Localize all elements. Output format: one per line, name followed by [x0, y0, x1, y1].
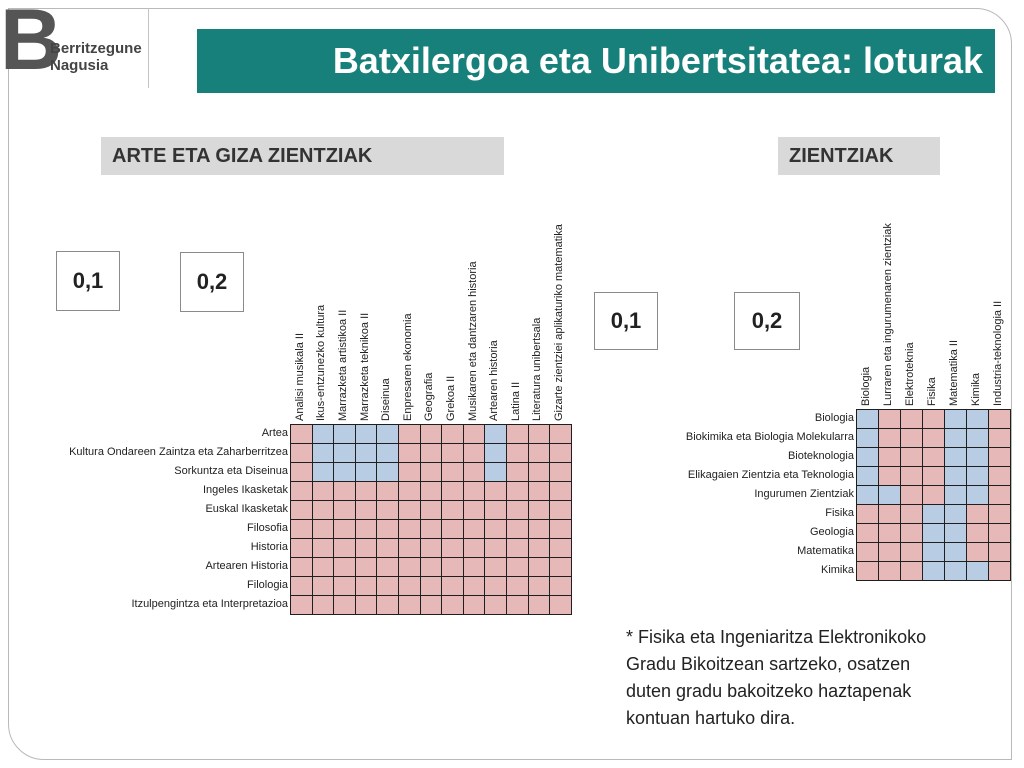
right_matrix-cell — [922, 428, 945, 448]
left_matrix-cell — [420, 576, 443, 596]
footnote — [626, 624, 996, 732]
left_matrix-cell — [441, 481, 464, 501]
left_matrix-cell — [528, 481, 551, 501]
left_matrix-cell — [463, 500, 486, 520]
left_matrix-cell — [312, 557, 335, 577]
right_matrix-cell — [988, 542, 1011, 562]
left_matrix-cell — [506, 576, 529, 596]
left_matrix-row-head: Euskal Ikasketak — [205, 503, 288, 515]
left_matrix-cell — [506, 481, 529, 501]
right_matrix-cell — [966, 504, 989, 524]
left_matrix-cell — [376, 576, 399, 596]
right_matrix-cell — [900, 428, 923, 448]
left_matrix-cell — [528, 538, 551, 558]
left_matrix-cell — [420, 557, 443, 577]
left_matrix-cell — [290, 462, 313, 482]
divider-line — [148, 8, 149, 88]
left_matrix-cell — [463, 481, 486, 501]
right_matrix-cell — [966, 542, 989, 562]
left_matrix-cell — [484, 443, 507, 463]
left_matrix-cell — [463, 576, 486, 596]
left_matrix-row-head: Filosofia — [247, 522, 288, 534]
left_matrix-col-head: Artearen historia — [488, 340, 501, 421]
left_matrix-cell — [312, 424, 335, 444]
right_matrix-cell — [922, 485, 945, 505]
right_matrix-col-head: Fisika — [926, 377, 938, 406]
right_matrix-row-head: Biologia — [814, 412, 854, 424]
left_matrix-cell — [441, 557, 464, 577]
left_matrix-cell — [549, 424, 572, 444]
left_matrix-cell — [420, 424, 443, 444]
right_matrix-cell — [966, 485, 989, 505]
logo-line-1: Berritzegune — [50, 40, 142, 57]
right_matrix-cell — [856, 542, 879, 562]
left_matrix-cell — [528, 462, 551, 482]
right_matrix-cell — [944, 561, 967, 581]
left_matrix-cell — [376, 595, 399, 615]
right_matrix-col-head: Lurraren eta ingurumenaren zientziak — [882, 223, 894, 406]
left_matrix-row-head: Ingeles Ikasketak — [203, 484, 288, 496]
left_matrix-cell — [528, 557, 551, 577]
left_matrix-cell — [549, 538, 572, 558]
left_matrix-cell — [441, 424, 464, 444]
logo-letter: B — [0, 0, 59, 88]
left_matrix-cell — [376, 557, 399, 577]
right_matrix-cell — [878, 561, 901, 581]
right_matrix-row-head: Elikagaien Zientzia eta Teknologia — [687, 469, 854, 481]
right_matrix-cell — [878, 523, 901, 543]
left_matrix-cell — [333, 519, 356, 539]
right_matrix-row-head: Fisika — [825, 507, 854, 519]
left_matrix-cell — [398, 462, 421, 482]
left_matrix-cell — [420, 500, 443, 520]
right_matrix-cell — [856, 428, 879, 448]
right_matrix-cell — [988, 523, 1011, 543]
left_matrix-cell — [420, 462, 443, 482]
right_matrix-row-head: Bioteknologia — [787, 450, 854, 462]
left_matrix-col-head: Marrazketa artistikoa II — [337, 309, 349, 421]
left_matrix-cell — [506, 557, 529, 577]
left_matrix-cell — [312, 481, 335, 501]
left_matrix-cell — [441, 595, 464, 615]
left_matrix-cell — [290, 424, 313, 444]
left_matrix-cell — [333, 557, 356, 577]
left_matrix-cell — [463, 538, 486, 558]
right_matrix-cell — [922, 523, 945, 543]
left_matrix-col-head: Geografia — [423, 372, 436, 421]
left_matrix-cell — [463, 462, 486, 482]
right_matrix-col-head: Biologia — [860, 366, 872, 406]
right_matrix-cell — [900, 542, 923, 562]
left_matrix-cell — [376, 519, 399, 539]
left_matrix-cell — [484, 481, 507, 501]
right_matrix-row-head: Kimika — [820, 564, 854, 576]
right_matrix-cell — [856, 466, 879, 486]
left_matrix-row-head: Artearen Historia — [205, 560, 288, 572]
right_matrix-row-head: Ingurumen Zientziak — [754, 488, 854, 500]
left_matrix-cell — [312, 538, 335, 558]
left_matrix-col-head: Marrazketa teknikoa II — [358, 312, 371, 421]
left_matrix-cell — [376, 443, 399, 463]
legend-left-blue: 0,2 — [180, 252, 244, 312]
left_matrix-cell — [312, 595, 335, 615]
left_matrix-cell — [376, 424, 399, 444]
footnote-line-4: kontuan hartuko dira. — [626, 708, 796, 728]
left_matrix-cell — [398, 557, 421, 577]
left_matrix-cell — [290, 595, 313, 615]
left_matrix-cell — [333, 443, 356, 463]
left_matrix-cell — [355, 481, 378, 501]
right_matrix-col-head: Kimika — [970, 372, 982, 406]
left_matrix-cell — [398, 424, 421, 444]
footnote-line-3: duten gradu bakoitzeko haztapenak — [626, 681, 912, 701]
section-label-right: ZIENTZIAK — [778, 137, 940, 175]
left_matrix-cell — [441, 500, 464, 520]
right_matrix-col-head: Elektroteknia — [904, 342, 916, 406]
left_matrix-cell — [376, 481, 399, 501]
right_matrix-row-head: Matematika — [797, 545, 854, 557]
left_matrix-col-head: Diseinua — [380, 378, 393, 421]
right_matrix-cell — [900, 409, 923, 429]
left_matrix-col-head: Musikaren eta dantzaren historia — [466, 261, 479, 421]
left_matrix-cell — [355, 443, 378, 463]
left_matrix-cell — [420, 443, 443, 463]
right_matrix-cell — [900, 523, 923, 543]
left_matrix-col-head: Gizarte zientziei aplikaturiko matematika — [553, 224, 565, 421]
right_matrix-cell — [900, 561, 923, 581]
right_matrix-cell — [878, 447, 901, 467]
right_matrix-cell — [856, 447, 879, 467]
left_matrix-cell — [312, 443, 335, 463]
right_matrix-cell — [922, 409, 945, 429]
right_matrix-cell — [944, 428, 967, 448]
right_matrix-cell — [944, 504, 967, 524]
right_matrix-cell — [878, 466, 901, 486]
left_matrix-cell — [549, 481, 572, 501]
left_matrix-cell — [376, 538, 399, 558]
left_matrix-cell — [333, 576, 356, 596]
legend-right-pink: 0,1 — [594, 292, 658, 350]
left_matrix-cell — [549, 462, 572, 482]
left_matrix-cell — [506, 424, 529, 444]
left_matrix-col-head: Analisi musikala II — [293, 332, 306, 421]
right_matrix-cell — [900, 466, 923, 486]
right_matrix-cell — [944, 523, 967, 543]
left_matrix-cell — [484, 424, 507, 444]
left_matrix-cell — [355, 500, 378, 520]
left_matrix-cell — [528, 424, 551, 444]
left_matrix-cell — [484, 519, 507, 539]
left_matrix-cell — [333, 538, 356, 558]
left_matrix-cell — [355, 424, 378, 444]
left_matrix-cell — [528, 576, 551, 596]
left_matrix-cell — [484, 462, 507, 482]
left_matrix-cell — [290, 557, 313, 577]
right_matrix-cell — [988, 504, 1011, 524]
left_matrix-cell — [290, 519, 313, 539]
left_matrix-cell — [420, 519, 443, 539]
left_matrix-row-head: Kultura Ondareen Zaintza eta Zaharberritzea — [69, 446, 288, 458]
left_matrix-row-head: Historia — [250, 541, 288, 553]
left_matrix-cell — [441, 519, 464, 539]
left_matrix-cell — [420, 481, 443, 501]
left_matrix-cell — [549, 576, 572, 596]
left_matrix-cell — [398, 481, 421, 501]
right_matrix-cell — [966, 523, 989, 543]
right_matrix-cell — [900, 504, 923, 524]
left_matrix-cell — [290, 538, 313, 558]
left_matrix-col-head: Enpresaren ekonomia — [401, 313, 414, 421]
right_matrix-cell — [988, 466, 1011, 486]
left_matrix-cell — [506, 443, 529, 463]
left_matrix-cell — [333, 462, 356, 482]
right_matrix-cell — [988, 561, 1011, 581]
logo-text — [50, 40, 142, 74]
left_matrix-row-head: Itzulpengintza eta Interpretazioa — [131, 598, 288, 610]
logo-line-2: Nagusia — [50, 57, 109, 74]
left_matrix-cell — [312, 519, 335, 539]
left_matrix-cell — [463, 595, 486, 615]
left_matrix-cell — [420, 595, 443, 615]
left_matrix-cell — [333, 500, 356, 520]
left_matrix-cell — [484, 595, 507, 615]
left_matrix-cell — [312, 500, 335, 520]
right_matrix-cell — [878, 409, 901, 429]
right_matrix-row-head: Geologia — [809, 526, 854, 538]
footnote-line-1: * Fisika eta Ingeniaritza Elektronikoko — [626, 627, 927, 647]
left_matrix-cell — [398, 538, 421, 558]
right_matrix-cell — [878, 504, 901, 524]
right_matrix-cell — [856, 409, 879, 429]
left_matrix-cell — [549, 519, 572, 539]
left_matrix-row-head: Sorkuntza eta Diseinua — [174, 465, 288, 477]
left_matrix-cell — [463, 557, 486, 577]
right_matrix-cell — [856, 561, 879, 581]
right_matrix-cell — [988, 485, 1011, 505]
left_matrix-row-head: Artea — [261, 427, 288, 439]
left_matrix-cell — [463, 424, 486, 444]
left_matrix-cell — [398, 576, 421, 596]
right_matrix-cell — [878, 485, 901, 505]
left_matrix-cell — [528, 443, 551, 463]
left_matrix-cell — [484, 500, 507, 520]
legend-right-blue: 0,2 — [734, 292, 800, 350]
page-title: Batxilergoa eta Unibertsitatea: loturak — [197, 29, 995, 93]
left_matrix-col-head: Ikus-entzunezko kultura — [315, 304, 328, 421]
right_matrix-cell — [966, 561, 989, 581]
right_matrix-cell — [856, 485, 879, 505]
left_matrix-cell — [549, 557, 572, 577]
left_matrix-row-head: Filologia — [247, 579, 288, 591]
right_matrix-cell — [944, 466, 967, 486]
left_matrix-cell — [549, 443, 572, 463]
right_matrix-cell — [856, 504, 879, 524]
right_matrix-cell — [900, 485, 923, 505]
right_matrix-cell — [878, 542, 901, 562]
left_matrix-cell — [528, 595, 551, 615]
left_matrix-cell — [290, 500, 313, 520]
left_matrix-cell — [441, 538, 464, 558]
right_matrix-cell — [966, 409, 989, 429]
left_matrix-cell — [355, 557, 378, 577]
right_matrix-cell — [922, 466, 945, 486]
left_matrix-col-head: Grekoa II — [445, 375, 457, 421]
left_matrix-cell — [290, 443, 313, 463]
left_matrix-cell — [441, 443, 464, 463]
left_matrix-cell — [463, 519, 486, 539]
left_matrix-col-head: Literatura unibertsala — [531, 317, 544, 421]
left_matrix-cell — [528, 519, 551, 539]
section-label-left: ARTE ETA GIZA ZIENTZIAK — [101, 137, 504, 175]
right_matrix-cell — [988, 428, 1011, 448]
right_matrix-cell — [988, 447, 1011, 467]
left_matrix-cell — [506, 595, 529, 615]
right_matrix-cell — [856, 523, 879, 543]
left_matrix-cell — [290, 481, 313, 501]
right_matrix-cell — [922, 447, 945, 467]
left_matrix-cell — [441, 462, 464, 482]
left_matrix-cell — [333, 595, 356, 615]
left_matrix-cell — [398, 519, 421, 539]
right_matrix-cell — [944, 542, 967, 562]
right_matrix-col-head: Industria-teknologia II — [992, 300, 1004, 406]
left_matrix-cell — [506, 500, 529, 520]
right_matrix-col-head: Matematika II — [948, 339, 960, 406]
left_matrix-cell — [312, 576, 335, 596]
left_matrix-cell — [355, 538, 378, 558]
left_matrix-cell — [441, 576, 464, 596]
left_matrix-cell — [484, 557, 507, 577]
left_matrix-cell — [528, 500, 551, 520]
left_matrix-cell — [376, 500, 399, 520]
left_matrix-cell — [398, 500, 421, 520]
right_matrix-cell — [900, 447, 923, 467]
left_matrix-cell — [506, 538, 529, 558]
right_matrix-cell — [944, 485, 967, 505]
left_matrix-cell — [420, 538, 443, 558]
left_matrix-cell — [484, 576, 507, 596]
right_matrix-cell — [878, 428, 901, 448]
footnote-line-2: Gradu Bikoitzean sartzeko, osatzen — [626, 654, 911, 674]
left_matrix-cell — [376, 462, 399, 482]
left_matrix-cell — [355, 462, 378, 482]
left_matrix-cell — [484, 538, 507, 558]
left_matrix-cell — [506, 462, 529, 482]
left_matrix-cell — [333, 424, 356, 444]
legend-left-pink: 0,1 — [56, 251, 120, 311]
right_matrix-cell — [966, 428, 989, 448]
left_matrix-cell — [312, 462, 335, 482]
right_matrix-cell — [966, 447, 989, 467]
left_matrix-cell — [355, 595, 378, 615]
left_matrix-cell — [398, 595, 421, 615]
left_matrix-cell — [398, 443, 421, 463]
left_matrix-cell — [290, 576, 313, 596]
left_matrix-cell — [463, 443, 486, 463]
right_matrix-cell — [922, 542, 945, 562]
left_matrix-cell — [355, 576, 378, 596]
right_matrix-cell — [944, 409, 967, 429]
left_matrix-cell — [506, 519, 529, 539]
right_matrix-cell — [922, 561, 945, 581]
right_matrix-cell — [988, 409, 1011, 429]
left_matrix-col-head: Latina II — [509, 381, 522, 421]
left_matrix-cell — [333, 481, 356, 501]
right_matrix-cell — [966, 466, 989, 486]
right_matrix-row-head: Biokimika eta Biologia Molekularra — [685, 431, 854, 443]
right_matrix-cell — [944, 447, 967, 467]
left_matrix-cell — [549, 500, 572, 520]
right_matrix-cell — [922, 504, 945, 524]
left_matrix-cell — [549, 595, 572, 615]
left_matrix-cell — [355, 519, 378, 539]
